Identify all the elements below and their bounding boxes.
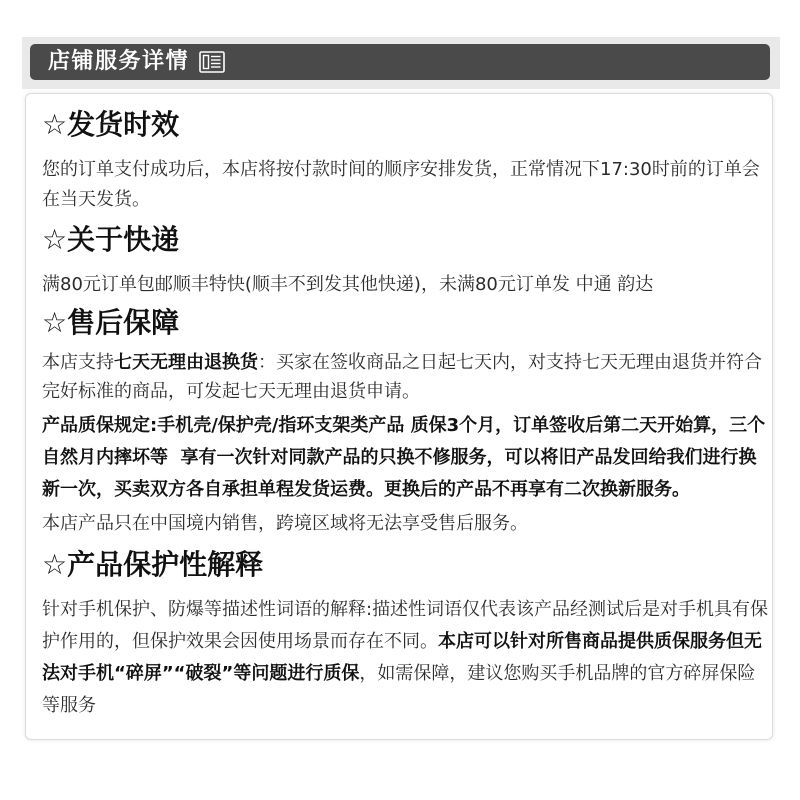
section-courier [42,223,772,300]
seven-day-return-text [42,348,772,406]
page-title: 店铺服务详情 [48,49,190,74]
courier-text [42,270,772,300]
text-run: 您的订单支付成功后，本店将按付款时间的顺序安排发货，正常情况下17:30时前的订单会在当天发货。 [42,159,760,210]
text-run: 本店产品只在中国境内销售，跨境区域将无法享受售后服务。 [42,513,528,534]
star-icon: ☆ [42,223,68,256]
screen-damage-exclusion-highlight: 本店可以针对所售商品提供质保服务但无法对手机“碎屏”“破裂”等问题进行质保 [42,631,762,684]
seven-day-return-highlight: 七天无理由退换货 [114,352,258,373]
text-run: 满80元订单包邮顺丰特快(顺丰不到发其他快递)，未满80元订单发 中通 韵达 [42,274,654,295]
shipping-time-text [42,155,772,215]
header-band [22,37,780,89]
section-product-protection [42,548,772,722]
section-title-product-protection [42,548,772,582]
section-title-label: 产品保护性解释 [67,548,264,581]
text-run: ：买家在签收商品之日起七天内，对支持七天无理由退货并符合完好标准的商品，可发起七天无理由退货申请。 [42,352,762,402]
section-title-shipping-time [42,108,772,142]
header-bar [30,44,770,80]
section-shipping-time [42,108,772,215]
text-run: 本店支持 [42,352,114,373]
section-title-label: 关于快递 [67,223,180,256]
service-details-panel [25,93,773,740]
section-after-sales [42,306,772,539]
star-icon: ☆ [42,306,68,339]
region-limit-text [42,509,772,539]
star-icon: ☆ [42,108,68,141]
text-run: ，如需保障，建议您购买手机品牌的官方碎屏保险等服务 [42,663,756,716]
warranty-policy-text [42,410,772,506]
document-list-icon [199,51,225,73]
text-run: 针对手机保护、防爆等描述性词语的解释:描述性词语仅代表该产品经测试后是对手机具有保护作用的，但保护效果会因使用场景而存在不同。 [42,599,769,652]
section-title-label: 售后保障 [67,306,180,339]
section-title-after-sales [42,306,772,340]
star-icon: ☆ [42,548,68,581]
section-title-label: 发货时效 [67,108,180,141]
section-title-courier [42,223,772,257]
warranty-policy-highlight: 产品质保规定:手机壳/保护壳/指环支架类产品 质保3个月，订单签收后第二天开始算，三个自然月内摔坏等 享有一次针对同款产品的只换不修服务，可以将旧产品发回给我们进行换新一次，买卖双方各自承担单程发货运费。更换后的产品不再享有二次换新服务。 [42,415,766,500]
protection-explanation-text [42,594,772,722]
